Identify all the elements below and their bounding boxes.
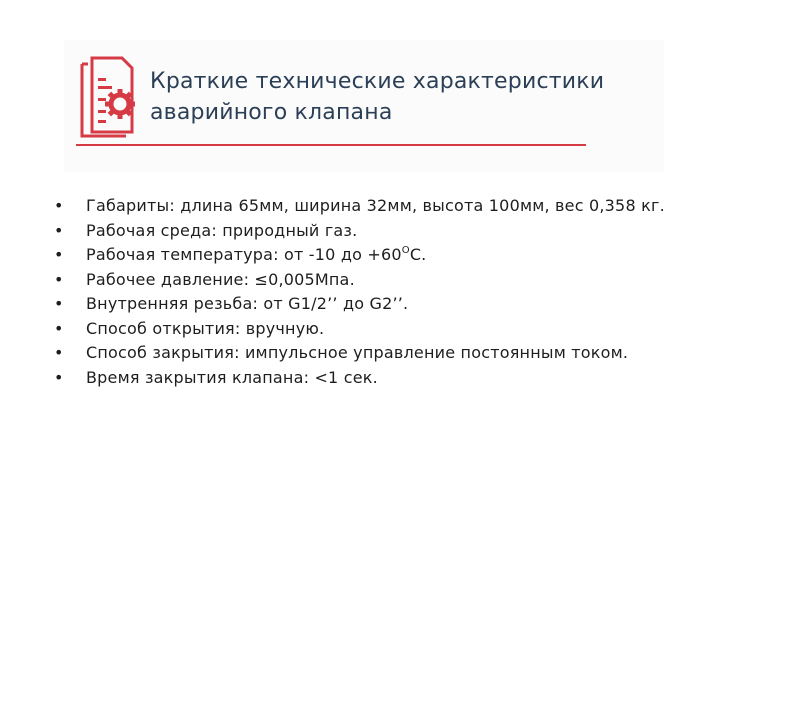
spec-temperature-suffix: С. (409, 245, 427, 264)
list-item (52, 341, 665, 366)
list-item (52, 366, 665, 391)
bullet: • (54, 220, 64, 240)
list-item (52, 292, 665, 317)
spec-medium: Рабочая среда: природный газ. (86, 220, 358, 240)
bullet: • (54, 196, 64, 215)
spec-closing-time: Время закрытия клапана: <1 сек. (86, 367, 378, 387)
list-item (52, 243, 665, 268)
list-item (52, 194, 665, 219)
title-line-1: Краткие технические характеристики (150, 69, 605, 94)
spec-dimensions: Габариты: длина 65мм, ширина 32мм, высота 100мм, вес 0,358 кг. (86, 196, 665, 215)
document-gear-icon (78, 54, 138, 138)
spec-list (52, 194, 665, 390)
list-item (52, 268, 665, 293)
spec-pressure: Рабочее давление: ≤0,005Мпа. (86, 269, 355, 289)
title-line-2: аварийного клапана (150, 100, 393, 125)
bullet: • (54, 318, 64, 338)
page-title (150, 66, 604, 128)
bullet: • (54, 269, 64, 289)
degree-sign: О (401, 245, 410, 256)
header-divider (76, 144, 586, 146)
bullet: • (54, 343, 64, 362)
header-banner (64, 40, 664, 172)
spec-closing: Способ закрытия: импульсное управление постоянным током. (86, 343, 629, 362)
spec-temperature-prefix: Рабочая температура: от -10 до +60 (86, 245, 402, 264)
spec-thread: Внутренняя резьба: от G1/2’’ до G2’’. (86, 294, 409, 313)
bullet: • (54, 245, 64, 264)
list-item (52, 317, 665, 342)
bullet: • (54, 367, 64, 387)
spec-temperature (86, 245, 426, 264)
list-item (52, 219, 665, 244)
spec-opening: Способ открытия: вручную. (86, 318, 325, 338)
bullet: • (54, 294, 64, 313)
